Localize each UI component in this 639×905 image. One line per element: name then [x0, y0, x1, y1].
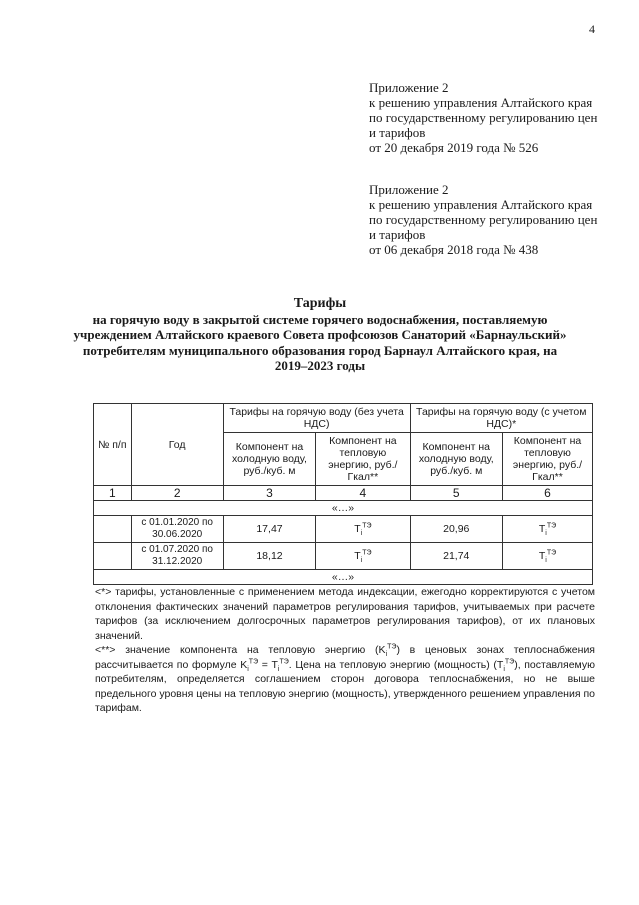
header-num: № п/п: [94, 404, 132, 486]
document-title: [60, 296, 580, 374]
appendix-line: Приложение 2: [369, 182, 449, 197]
header-year: Год: [131, 404, 223, 486]
footnote-2: <**> значение компонента на тепловую энергию $(K_i^{ТЭ})$ в ценовых зонах теплоснабжения рассчитывается по формуле $K_i^{ТЭ} = T_i^{ТЭ}$. Цена на тепловую энергию (мощность) $(T_i^{ТЭ})$, поставляемую потребителям, определяется соглашением сторон договора теплоснабжения, но не выше предельного уровня цены на тепловую энергию (мощность), утвержденного решением управления по тарифам.: [95, 643, 596, 714]
table-row: [94, 543, 593, 570]
table-row: [94, 516, 593, 543]
column-number: 5: [410, 486, 503, 501]
header-heat-component-vat: Компонент на тепловую энергию, руб./Гкал**: [503, 433, 593, 486]
column-number: 2: [131, 486, 223, 501]
title-line: на горячую воду в закрытой системе горячего водоснабжения, поставляемую: [92, 311, 548, 327]
column-number: 3: [223, 486, 316, 501]
heat-no-vat-cell: $T_i^{ТЭ}$: [316, 543, 410, 570]
footnote-1: <*> тарифы, установленные с применением метода индексации, ежегодно корректируются с учетом отклонения фактических значений параметров регулирования тарифов, учитываемых при расчете тарифов (за исключением долгосрочных параметров регулирования тарифов), от их плановых значений.: [95, 586, 595, 642]
period-cell: с 01.01.2020 по 30.06.2020: [131, 516, 223, 543]
tariffs-table: [93, 403, 593, 585]
heat-no-vat-cell: $T_i^{ТЭ}$: [316, 516, 410, 543]
ellipsis-row: «…»: [94, 501, 593, 516]
header-group-with-vat: Тарифы на горячую воду (с учетом НДС)*: [410, 404, 593, 433]
column-number: 4: [316, 486, 410, 501]
appendix-line: от 06 декабря 2018 года № 438: [369, 242, 539, 257]
column-number: 1: [94, 486, 132, 501]
period-cell: с 01.07.2020 по 31.12.2020: [131, 543, 223, 570]
column-number: 6: [503, 486, 593, 501]
appendix-line: к решению управления Алтайского края: [369, 197, 593, 212]
appendix-line: по государственному регулированию цен: [369, 212, 598, 227]
appendix-line: к решению управления Алтайского края: [369, 95, 593, 110]
header-group-without-vat: Тарифы на горячую воду (без учета НДС): [223, 404, 410, 433]
cold-vat-cell: 20,96: [410, 516, 503, 543]
title-line: учреждением Алтайского краевого Совета профсоюзов Санаторий «Барнаульский»: [73, 327, 567, 342]
appendix-block-2018: [369, 182, 597, 257]
title-main: Тарифы: [293, 296, 347, 311]
title-line: 2019–2023 годы: [274, 358, 366, 373]
heat-vat-cell: $T_i^{ТЭ}$: [503, 543, 593, 570]
appendix-line: Приложение 2: [369, 80, 449, 95]
title-line: потребителям муниципального образования город Барнаул Алтайского края, на: [82, 342, 558, 358]
cold-vat-cell: 21,74: [410, 543, 503, 570]
appendix-line: от 20 декабря 2019 года № 526: [369, 140, 539, 155]
header-heat-component: Компонент на тепловую энергию, руб./Гкал**: [316, 433, 410, 486]
header-cold-component-vat: Компонент на холодную воду, руб./куб. м: [410, 433, 503, 486]
appendix-line: и тарифов: [369, 125, 426, 140]
appendix-block-2019: [369, 80, 597, 155]
header-cold-component: Компонент на холодную воду, руб./куб. м: [223, 433, 316, 486]
footnotes: [95, 585, 595, 716]
heat-vat-cell: $T_i^{ТЭ}$: [503, 516, 593, 543]
page-number: 4: [589, 22, 595, 36]
appendix-line: по государственному регулированию цен: [369, 110, 598, 125]
ellipsis-row: «…»: [94, 570, 593, 585]
cold-no-vat-cell: 18,12: [223, 543, 316, 570]
appendix-line: и тарифов: [369, 227, 426, 242]
cold-no-vat-cell: 17,47: [223, 516, 316, 543]
